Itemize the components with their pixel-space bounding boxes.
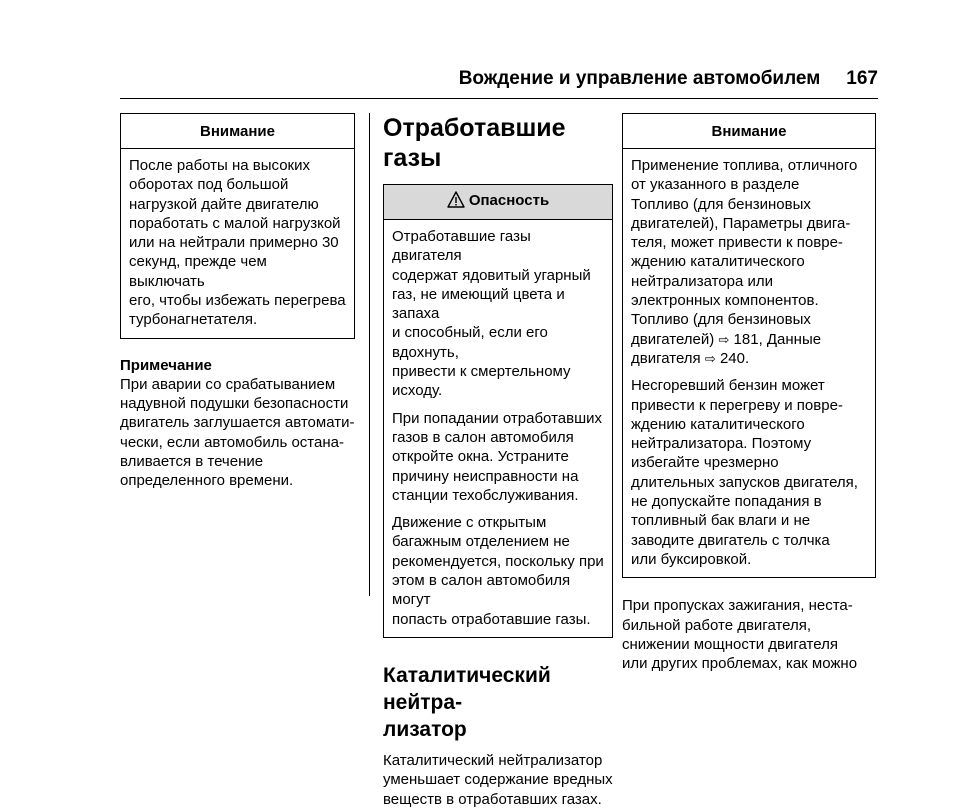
column-right	[622, 113, 876, 673]
warning-triangle-icon	[447, 191, 465, 212]
running-header	[120, 68, 878, 90]
danger-paragraph-1: Отработавшие газы двигателя содержат ядовитый угарный газ, не имеющий цвета и запаха и способный, если его вдохнуть, привести к смертельному исходу.	[392, 228, 591, 400]
caution-box-turbo	[120, 113, 355, 339]
page-ref-link[interactable]: 240	[719, 349, 745, 367]
caution-title: Внимание	[121, 114, 354, 149]
catalytic-intro-text: Каталитический нейтрализатор уменьшает содержание вредных веществ в отработавших газах.	[383, 751, 613, 808]
caution-paragraph-fuel: Применение топлива, отличного от указанного в разделе Топливо (для бензиновых двигателей), Параметры двига- теля, может привести к повре- ждению каталитического нейтрализатора или электронных компонентов. Топливо (для бензиновых двигателей) ⇨ 181, Данные двигателя ⇨ 240.	[631, 157, 858, 367]
page-reference-icon: ⇨	[718, 331, 730, 347]
danger-paragraph-2: При попадании отработавших газов в салон автомобиля откройте окна. Устраните причину неисправности на станции техобслуживания.	[392, 409, 602, 504]
section-title-exhaust: Отработавшие газы	[383, 114, 566, 172]
column-divider-1	[369, 113, 370, 596]
column-middle	[383, 113, 613, 809]
caution-box-catalytic	[622, 113, 876, 578]
danger-box-exhaust	[383, 184, 613, 638]
misfire-text: При пропусках зажигания, неста- бильной работе двигателя, снижении мощности двигателя или других проблемах, как можно	[622, 597, 858, 673]
danger-title: Опасность	[468, 192, 550, 209]
header-rule	[120, 98, 878, 99]
subsection-title-catalytic: Каталитический нейтра- лизатор	[383, 663, 551, 741]
page-reference-icon: ⇨	[704, 350, 716, 366]
danger-paragraph-3: Движение с открытым багажным отделением не рекомендуется, поскольку при этом в салон автомобиля могут попасть отработавшие газы.	[392, 514, 604, 628]
column-left	[120, 113, 355, 490]
page-number: 167	[846, 68, 878, 89]
page-ref-link[interactable]: 181	[733, 330, 759, 348]
danger-header	[384, 185, 612, 220]
header-title: Вождение и управление автомобилем	[458, 68, 821, 89]
note-text: При аварии со срабатыванием надувной подушки безопасности двигатель заглушается автомати- чески, если автомобиль остана- вливается в течение определенного времени.	[120, 375, 355, 490]
note-title: Примечание	[120, 356, 212, 374]
caution-text: После работы на высоких оборотах под большой нагрузкой дайте двигателю поработать с малой нагрузкой или на нейтрали примерно 30 секунд, прежде чем выключать его, чтобы избежать перегрева турбонагнетателя.	[129, 157, 346, 329]
caution-title-right: Внимание	[623, 114, 875, 149]
caution-paragraph-unburned-fuel: Несгоревший бензин может привести к перегреву и повре- ждению каталитического нейтрализатора. Поэтому избегайте чрезмерно длительных запусков двигателя, не допускайте попадания в топливный бак влаги и не заводите двигатель с толчка или буксировкой.	[631, 377, 858, 568]
